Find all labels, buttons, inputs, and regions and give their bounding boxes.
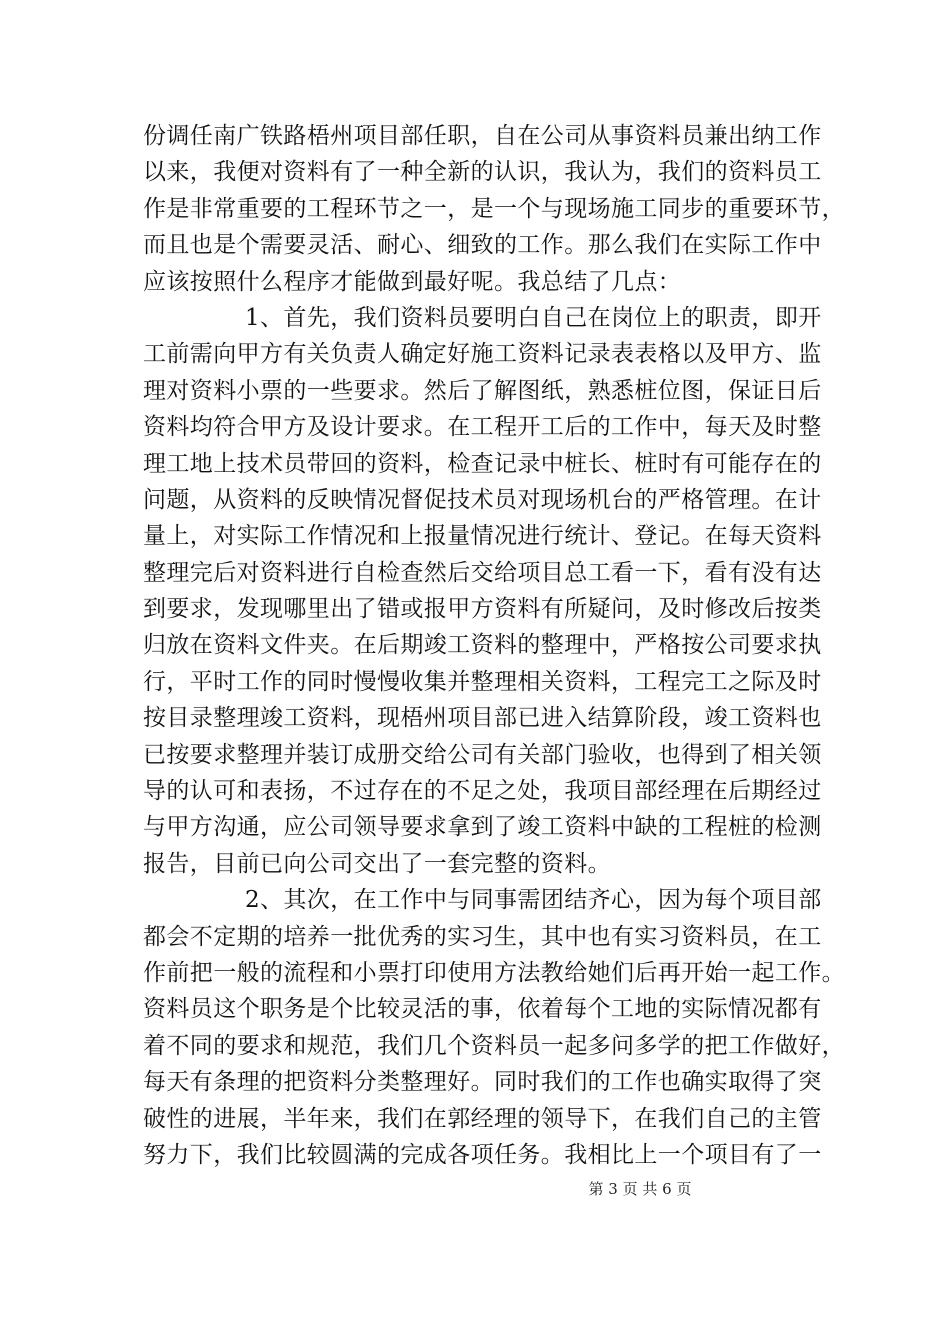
text-line: 破性的进展，半年来，我们在郭经理的领导下，在我们自己的主管 <box>143 1105 822 1132</box>
text-line: 以来，我便对资料有了一种全新的认识，我认为，我们的资料员工 <box>143 159 822 186</box>
text-line: 报告，目前已向公司交出了一套完整的资料。 <box>143 850 611 877</box>
text-line: 导的认可和表扬，不过存在的不足之处，我项目部经理在后期经过 <box>143 778 822 805</box>
text-line: 到要求，发现哪里出了错或报甲方资料有所疑问，及时修改后按类 <box>143 596 822 623</box>
text-line: 归放在资料文件夹。在后期竣工资料的整理中，严格按公司要求执 <box>143 632 822 659</box>
page-footer: 第 3 页 共 6 页 <box>588 1180 692 1198</box>
text-line: 努力下，我们比较圆满的完成各项任务。我相比上一个项目有了一 <box>143 1141 822 1168</box>
text-line: 应该按照什么程序才能做到最好呢。我总结了几点： <box>143 268 682 295</box>
text-line: 都会不定期的培养一批优秀的实习生，其中也有实习资料员，在工 <box>143 923 822 950</box>
text-line: 与甲方沟通，应公司领导要求拿到了竣工资料中缺的工程桩的检测 <box>143 814 822 841</box>
text-line: 2、其次，在工作中与同事需团结齐心，因为每个项目部 <box>245 887 822 914</box>
text-line: 着不同的要求和规范，我们几个资料员一起多问多学的把工作做好， <box>143 1032 845 1059</box>
text-line: 按目录整理竣工资料，现梧州项目部已进入结算阶段，竣工资料也 <box>143 705 822 732</box>
text-line: 作是非常重要的工程环节之一，是一个与现场施工同步的重要环节， <box>143 195 845 222</box>
text-line: 问题，从资料的反映情况督促技术员对现场机台的严格管理。在计 <box>143 486 822 513</box>
text-line: 行，平时工作的同时慢慢收集并整理相关资料，工程完工之际及时 <box>143 668 822 695</box>
text-line: 资料员这个职务是个比较灵活的事，依着每个工地的实际情况都有 <box>143 996 822 1023</box>
text-line: 理对资料小票的一些要求。然后了解图纸，熟悉桩位图，保证日后 <box>143 377 822 404</box>
text-line: 而且也是个需要灵活、耐心、细致的工作。那么我们在实际工作中 <box>143 232 822 259</box>
text-line: 1、首先，我们资料员要明白自己在岗位上的职责，即开 <box>245 304 822 331</box>
text-line: 资料均符合甲方及设计要求。在工程开工后的工作中，每天及时整 <box>143 414 822 441</box>
text-line: 工前需向甲方有关负责人确定好施工资料记录表表格以及甲方、监 <box>143 341 822 368</box>
text-line: 量上，对实际工作情况和上报量情况进行统计、登记。在每天资料 <box>143 523 822 550</box>
text-line: 已按要求整理并装订成册交给公司有关部门验收，也得到了相关领 <box>143 741 822 768</box>
text-line: 理工地上技术员带回的资料，检查记录中桩长、桩时有可能存在的 <box>143 450 822 477</box>
text-line: 作前把一般的流程和小票打印使用方法教给她们后再开始一起工作。 <box>143 959 845 986</box>
text-line: 整理完后对资料进行自检查然后交给项目总工看一下，看有没有达 <box>143 559 822 586</box>
text-line: 每天有条理的把资料分类整理好。同时我们的工作也确实取得了突 <box>143 1069 822 1096</box>
text-line: 份调任南广铁路梧州项目部任职，自在公司从事资料员兼出纳工作 <box>143 123 822 149</box>
body-text <box>143 118 845 1173</box>
